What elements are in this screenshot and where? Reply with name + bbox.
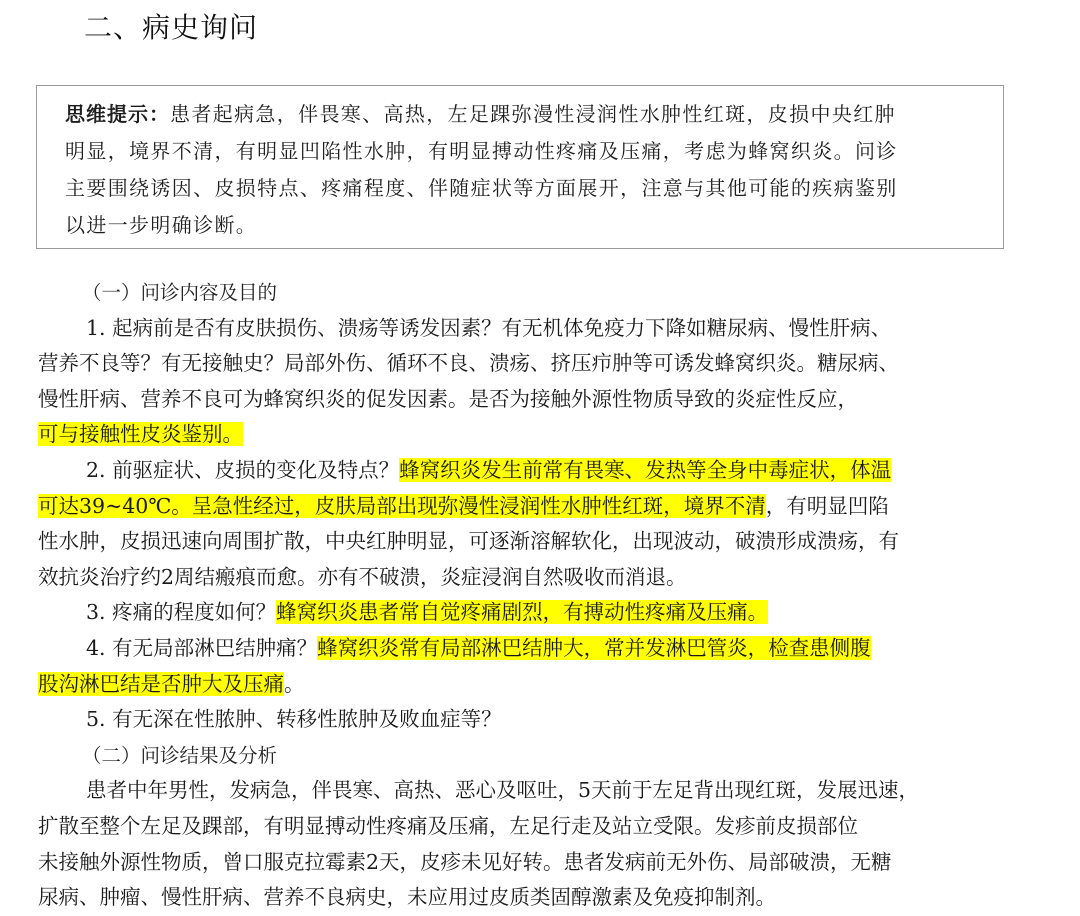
subsection-heading	[38, 275, 1038, 311]
hint-label: 思维提示：	[65, 102, 170, 126]
text-segment: 5. 有无深在性脓肿、转移性脓肿及败血症等？	[86, 707, 502, 732]
text-line	[38, 595, 1038, 631]
text-segment: 尿病、肿瘤、慢性肝病、营养不良病史，未应用过皮质类固醇激素及免疫抑制剂。	[38, 885, 776, 910]
text-segment: 未接触外源性物质，曾口服克拉霉素2天，皮疹未见好转。患者发病前无外伤、局部破溃，无糖	[38, 849, 892, 874]
hint-line: 以进一步明确诊断。	[65, 213, 258, 237]
text-segment: 慢性肝病、营养不良可为蜂窝织炎的促发因素。是否为接触外源性物质导致的炎症性反应，	[38, 386, 858, 411]
text-line	[38, 631, 1038, 667]
text-segment: 3. 疼痛的程度如何？	[86, 600, 277, 625]
text-segment: 效抗炎治疗约2周结瘢痕而愈。亦有不破溃，炎症浸润自然吸收而消退。	[38, 564, 687, 589]
section-title: 二、病史询问	[84, 11, 259, 44]
text-segment: ，有明显凹陷	[765, 493, 889, 518]
text-line	[38, 382, 1038, 418]
text-line	[38, 489, 1038, 525]
text-line	[38, 560, 1038, 596]
text-line	[38, 311, 1038, 347]
highlighted-text: 蜂窝织炎常有局部淋巴结肿大，常并发淋巴管炎，检查患侧腹	[317, 635, 871, 660]
hint-text: 患者起病急，伴畏寒、高热，左足踝弥漫性浸润性水肿性红斑，皮损中央红肿	[170, 102, 896, 126]
text-segment: （二）问诊结果及分析	[82, 743, 278, 767]
text-segment: 营养不良等？有无接触史？局部外伤、循环不良、溃疡、挤压疖肿等可诱发蜂窝织炎。糖尿病、	[38, 351, 899, 376]
subsection-heading	[38, 738, 1038, 774]
highlighted-text: 蜂窝织炎患者常自觉疼痛剧烈，有搏动性疼痛及压痛。	[276, 600, 769, 625]
text-segment: 4. 有无局部淋巴结肿痛？	[86, 635, 318, 660]
text-segment: 患者中年男性，发病急，伴畏寒、高热、恶心及呕吐，5天前于左足背出现红斑，发展迅速，	[86, 778, 920, 803]
hint-line: 主要围绕诱因、皮损特点、疼痛程度、伴随症状等方面展开，注意与其他可能的疾病鉴别	[65, 176, 898, 200]
text-segment: 性水肿，皮损迅速向周围扩散，中央红肿明显，可逐渐溶解软化，出现波动，破溃形成溃疡，有	[38, 529, 899, 554]
body-text	[38, 275, 1038, 916]
text-line	[38, 845, 1038, 881]
text-segment: 2. 前驱症状、皮损的变化及特点？	[86, 457, 400, 482]
text-line	[38, 524, 1038, 560]
highlighted-text: 可达39~40℃。呈急性经过，皮肤局部出现弥漫性浸润性水肿性红斑，境界不清	[38, 493, 766, 518]
hint-line	[65, 96, 981, 133]
hint-line: 明显，境界不清，有明显凹陷性水肿，有明显搏动性疼痛及压痛，考虑为蜂窝织炎。问诊	[65, 139, 898, 163]
text-line	[38, 702, 1038, 738]
text-segment: （一）问诊内容及目的	[82, 281, 278, 304]
text-line	[38, 417, 1038, 453]
text-line	[38, 773, 1038, 809]
text-segment: 1. 起病前是否有皮肤损伤、溃疡等诱发因素？有无机体免疫力下降如糖尿病、慢性肝病、	[86, 315, 892, 340]
highlighted-text: 蜂窝织炎发生前常有畏寒、发热等全身中毒症状，体温	[399, 457, 892, 482]
thinking-hint-box	[36, 85, 1004, 249]
text-line	[38, 809, 1038, 845]
text-line	[38, 880, 1038, 916]
text-line	[38, 453, 1038, 489]
highlighted-text: 股沟淋巴结是否肿大及压痛	[38, 671, 284, 696]
text-segment: 扩散至整个左足及踝部，有明显搏动性疼痛及压痛，左足行走及站立受限。发疹前皮损部位	[38, 813, 858, 838]
text-line	[38, 346, 1038, 382]
text-line	[38, 667, 1038, 703]
text-segment: 。	[284, 671, 305, 696]
highlighted-text: 可与接触性皮炎鉴别。	[38, 422, 243, 447]
